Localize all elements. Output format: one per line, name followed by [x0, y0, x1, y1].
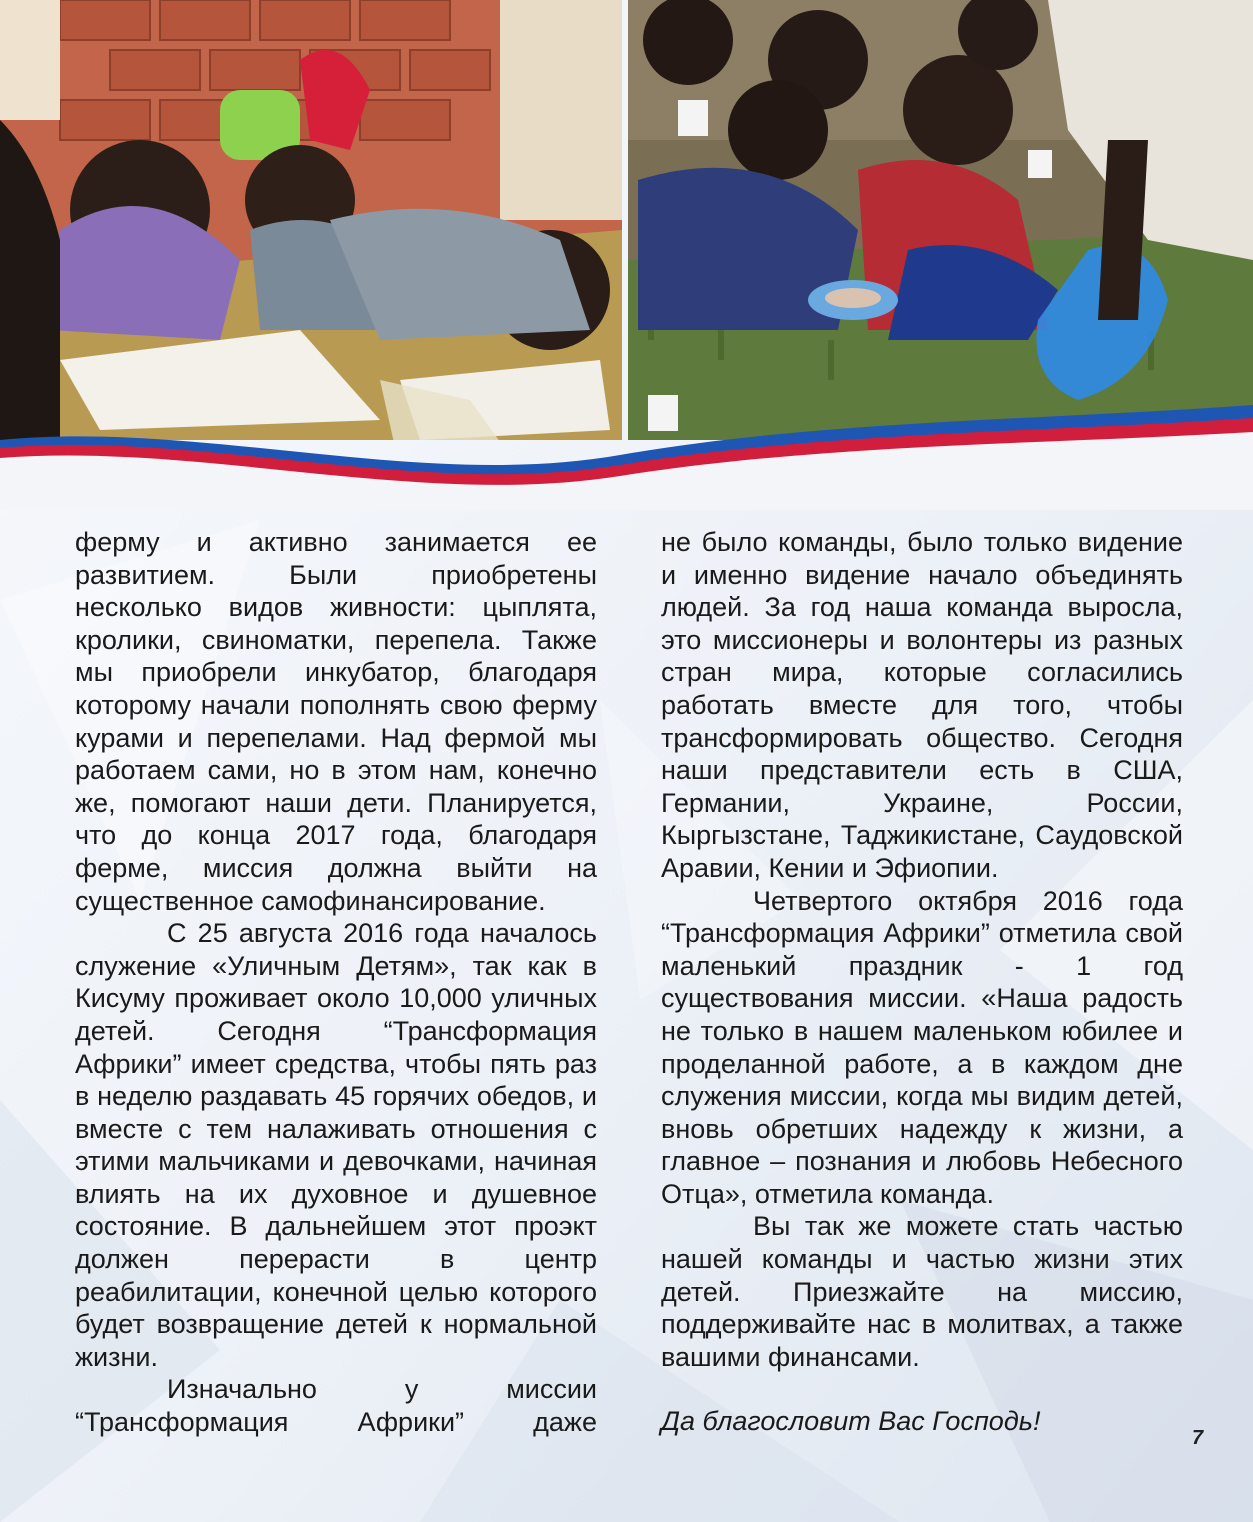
page-number: 7 [1192, 1427, 1204, 1449]
paragraph: С 25 августа 2016 года началось служение «Уличным Детям», так как в Кисуму проживает около 10,000 уличных детей. Сегодня “Трансформация Африки” имеет средства, чтобы пять раз в неделю раздавать 45 горячих обедов, и вместе с тем налаживать отношения с этими мальчиками и девочками, начиная влиять на их духовное и душевное состояние. В дальнейшем этот проэкт должен перерасти в центр реабилитации, конечной целью которого будет возвращение детей к нормальной жизни. [75, 918, 597, 1372]
paragraph: Четвертого октября 2016 года “Трансформация Африки” отметила свой маленький праздник - 1 год существования миссии. «Наша радость не только в нашем маленьком юбилее и проделанной работе, а в каждом дне служения миссии, когда мы видим детей, вновь обретших надежду к жизни, а главное – познания и любовь Небесного Отца», отметила команда. [661, 885, 1183, 1209]
paragraph: Вы так же можете стать частью нашей команды и частью жизни этих детей. Приезжайте на миссию, поддерживайте нас в молитвах, а также вашими финансами. [661, 1211, 1183, 1372]
text-column-right [661, 526, 1183, 1438]
photo-children-drawing [0, 0, 622, 440]
text-column-left [75, 526, 597, 1439]
blessing-text: Да благословит Вас Господь! [661, 1406, 1041, 1437]
wave-divider [0, 380, 1253, 510]
paragraph: Изначально у миссии “Трансформация Африки” даже [75, 1374, 597, 1438]
photo-boys-eating [628, 0, 1253, 440]
paragraph: ферму и активно занимается ее развитием. Были приобретены несколько видов живности: цыплята, кролики, свиноматки, перепела. Также мы приобрели инкубатор, благодаря которому начали пополнять свою ферму курами и перепелами. Над фермой мы работаем сами, но в этом нам, конечно же, помогают наши дети. Планируется, что до конца 2017 года, благодаря ферме, миссия должна выйти на существенное самофинансирование. [75, 527, 597, 916]
photo-boys-eating-icon [628, 0, 1253, 440]
photo-children-drawing-icon [0, 0, 622, 440]
paragraph: не было команды, было только видение и именно видение начало объединять людей. За год наша команда выросла, это миссионеры и волонтеры из разных стран мира, которые согласились работать вместе для того, чтобы трансформировать общество. Сегодня наши представители есть в США, Германии, Украине, России, Кыргызстане, Таджикистане, Саудовской Аравии, Кении и Эфиопии. [661, 527, 1183, 883]
